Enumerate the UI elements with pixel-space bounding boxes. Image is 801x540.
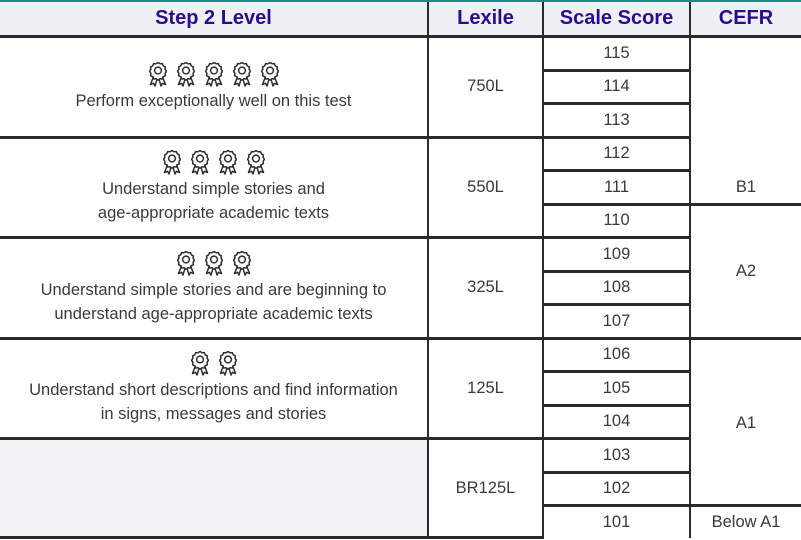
cefr-cell-b1: B1 — [690, 37, 801, 205]
scale-score-cell: 104 — [543, 405, 690, 439]
award-ribbon-icon — [161, 149, 183, 175]
score-table — [0, 2, 801, 539]
table-row — [0, 439, 801, 473]
level-cell-4-ribbons — [0, 137, 428, 238]
lexile-cell: 550L — [428, 137, 543, 238]
cefr-cell-below-a1: Below A1 — [711, 512, 781, 531]
scale-score-cell: 115 — [543, 37, 690, 71]
lexile-cell: 750L — [428, 37, 543, 138]
header-level: Step 2 Level — [0, 2, 428, 37]
award-ribbon-icon — [189, 149, 211, 175]
ribbon-group — [0, 61, 427, 87]
award-ribbon-icon — [175, 250, 197, 276]
table-row — [0, 137, 801, 171]
scale-score-cell: 105 — [543, 372, 690, 406]
cefr-label: A1 — [735, 413, 757, 432]
scale-score-cell: 103 — [543, 439, 690, 473]
award-ribbon-icon — [217, 350, 239, 376]
award-ribbon-icon — [231, 61, 253, 87]
scale-score-cell: 107 — [543, 305, 690, 339]
award-ribbon-icon — [231, 250, 253, 276]
scale-score-cell: 108 — [543, 271, 690, 305]
header-scale-score: Scale Score — [543, 2, 690, 37]
award-ribbon-icon — [147, 61, 169, 87]
lexile-cell: 125L — [428, 338, 543, 439]
header-cefr: CEFR — [690, 2, 801, 37]
award-ribbon-icon — [245, 149, 267, 175]
scale-score-cell: 102 — [543, 472, 690, 506]
ribbon-group — [0, 250, 427, 276]
table-row — [0, 338, 801, 372]
ribbon-group — [0, 149, 427, 175]
table-row — [0, 37, 801, 71]
award-ribbon-icon — [203, 250, 225, 276]
level-description-line2: understand age-appropriate academic texts — [54, 304, 373, 323]
award-ribbon-icon — [217, 149, 239, 175]
scale-score-cell: 111 — [543, 171, 690, 205]
level-description-line2: in signs, messages and stories — [100, 405, 327, 424]
level-description-line1: Understand simple stories and are beginning to — [40, 280, 387, 299]
level-description: Perform exceptionally well on this test — [75, 91, 352, 110]
lexile-cell: BR125L — [428, 439, 543, 538]
header-lexile: Lexile — [428, 2, 543, 37]
scale-score-cell: 113 — [543, 104, 690, 138]
award-ribbon-icon — [259, 61, 281, 87]
cefr-cell-a1 — [690, 338, 801, 506]
table-row — [0, 238, 801, 272]
scale-score-cell: 110 — [543, 204, 690, 238]
ribbon-group — [0, 350, 427, 376]
scale-score-cell: 112 — [543, 137, 690, 171]
award-ribbon-icon — [175, 61, 197, 87]
scale-score-cell: 106 — [543, 338, 690, 372]
level-cell-5-ribbons — [0, 37, 428, 138]
level-cell-3-ribbons — [0, 238, 428, 339]
scale-score-cell: 109 — [543, 238, 690, 272]
level-description-line1: Understand simple stories and — [102, 180, 325, 199]
level-cell-empty — [0, 439, 428, 538]
scale-score-cell: 101 — [543, 506, 690, 538]
lexile-cell: 325L — [428, 238, 543, 339]
level-cell-2-ribbons — [0, 338, 428, 439]
level-description-line1: Understand short descriptions and find information — [29, 381, 398, 400]
scale-score-cell: 114 — [543, 70, 690, 104]
level-description-line2: age-appropriate academic texts — [97, 204, 330, 223]
cefr-cell-a2: A2 — [690, 204, 801, 338]
award-ribbon-icon — [189, 350, 211, 376]
award-ribbon-icon — [203, 61, 225, 87]
header-row — [0, 2, 801, 37]
